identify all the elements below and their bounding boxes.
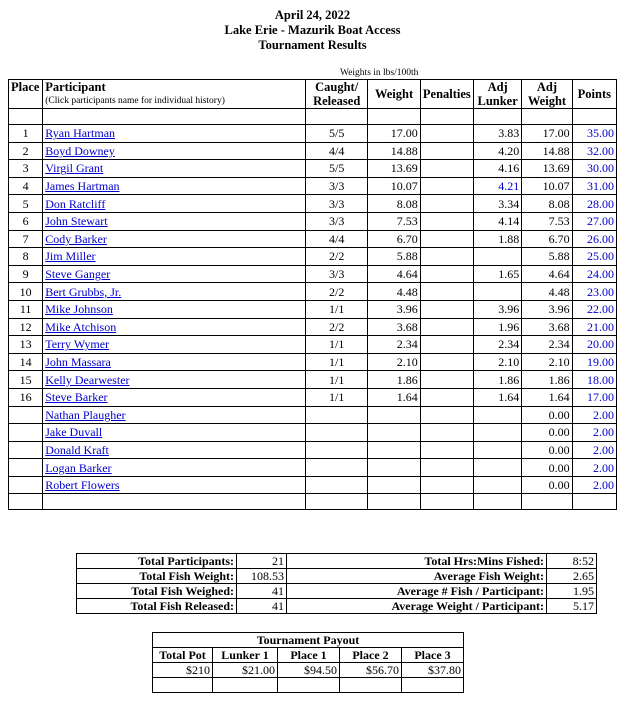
table-row — [9, 248, 617, 266]
payout-title-row — [153, 633, 464, 648]
summary-label: Average Weight / Participant: — [287, 599, 547, 614]
participant-link[interactable]: Terry Wymer — [45, 337, 110, 352]
weight-cell: 10.07 — [368, 177, 420, 195]
results-body — [9, 109, 617, 510]
spacer-cell — [9, 494, 43, 510]
table-row — [9, 476, 617, 494]
table-row — [9, 441, 617, 459]
weight-cell: 4.64 — [368, 265, 420, 283]
weight-cell: 17.00 — [368, 125, 420, 143]
points-cell: 30.00 — [572, 160, 616, 178]
weight-cell — [368, 459, 420, 477]
place-cell: 10 — [9, 283, 43, 301]
penalties-cell — [420, 424, 473, 442]
payout-header: Lunker 1 — [213, 648, 278, 663]
payout-empty-cell — [340, 678, 402, 693]
penalties-cell — [420, 459, 473, 477]
participant-cell — [43, 160, 306, 178]
summary-label: Total Hrs:Mins Fished: — [287, 554, 547, 569]
points-cell: 25.00 — [572, 248, 616, 266]
adj-weight-cell: 0.00 — [522, 441, 572, 459]
points-cell: 2.00 — [572, 406, 616, 424]
place-cell — [9, 459, 43, 477]
payout-empty-cell — [402, 678, 464, 693]
adj-weight-cell: 2.10 — [522, 353, 572, 371]
col-adj-lunker-top: Adj — [487, 80, 508, 94]
penalties-cell — [420, 441, 473, 459]
participant-link[interactable]: Logan Barker — [45, 460, 112, 475]
participant-link[interactable]: James Hartman — [45, 179, 120, 194]
participant-link[interactable]: Steve Ganger — [45, 267, 111, 282]
points-cell: 2.00 — [572, 424, 616, 442]
col-weight: Weight — [368, 80, 420, 109]
adj-weight-cell: 8.08 — [522, 195, 572, 213]
caught-released-cell: 5/5 — [305, 160, 367, 178]
place-cell: 13 — [9, 336, 43, 354]
col-participant — [43, 80, 306, 109]
table-row — [9, 142, 617, 160]
participant-link[interactable]: John Stewart — [45, 214, 108, 229]
summary-value: 8:52 — [547, 554, 597, 569]
weight-cell: 8.08 — [368, 195, 420, 213]
participant-link[interactable]: Don Ratcliff — [45, 196, 106, 211]
penalties-cell — [420, 300, 473, 318]
adj-lunker-cell: 1.96 — [473, 318, 521, 336]
weight-cell: 3.68 — [368, 318, 420, 336]
spacer-cell — [420, 494, 473, 510]
place-cell: 2 — [9, 142, 43, 160]
caught-released-cell: 3/3 — [305, 195, 367, 213]
spacer-cell — [522, 494, 572, 510]
penalties-cell — [420, 177, 473, 195]
points-cell: 31.00 — [572, 177, 616, 195]
place-cell: 5 — [9, 195, 43, 213]
adj-weight-cell: 4.48 — [522, 283, 572, 301]
weight-cell: 3.96 — [368, 300, 420, 318]
participant-cell — [43, 142, 306, 160]
table-row — [9, 125, 617, 143]
caught-released-cell: 1/1 — [305, 388, 367, 406]
place-cell: 8 — [9, 248, 43, 266]
place-cell: 7 — [9, 230, 43, 248]
summary-value: 2.65 — [547, 569, 597, 584]
table-row — [9, 459, 617, 477]
participant-cell — [43, 230, 306, 248]
participant-link[interactable]: Donald Kraft — [45, 442, 109, 457]
participant-cell — [43, 212, 306, 230]
participant-link[interactable]: Boyd Downey — [45, 143, 115, 158]
payout-value: $37.80 — [402, 663, 464, 678]
adj-lunker-cell: 1.64 — [473, 388, 521, 406]
penalties-cell — [420, 476, 473, 494]
adj-weight-cell: 14.88 — [522, 142, 572, 160]
participant-cell — [43, 441, 306, 459]
col-place: Place — [9, 80, 43, 109]
weights-note: Weights in lbs/100th — [340, 68, 419, 78]
summary-label: Total Fish Released: — [77, 599, 237, 614]
penalties-cell — [420, 195, 473, 213]
points-cell: 2.00 — [572, 476, 616, 494]
spacer-row — [9, 109, 617, 125]
table-row — [9, 388, 617, 406]
spacer-cell — [368, 494, 420, 510]
place-cell: 15 — [9, 371, 43, 389]
table-row — [9, 195, 617, 213]
table-row — [9, 230, 617, 248]
caught-released-cell: 1/1 — [305, 336, 367, 354]
participant-link[interactable]: Mike Atchison — [45, 319, 117, 334]
adj-weight-cell: 7.53 — [522, 212, 572, 230]
summary-value: 5.17 — [547, 599, 597, 614]
adj-weight-cell: 5.88 — [522, 248, 572, 266]
col-adj-weight-top: Adj — [536, 80, 558, 94]
points-cell: 19.00 — [572, 353, 616, 371]
table-row — [9, 318, 617, 336]
adj-weight-cell: 0.00 — [522, 424, 572, 442]
caught-released-cell: 1/1 — [305, 353, 367, 371]
participant-link[interactable]: Virgil Grant — [45, 161, 104, 176]
penalties-cell — [420, 230, 473, 248]
page-header — [0, 8, 625, 53]
adj-weight-cell: 3.96 — [522, 300, 572, 318]
points-cell: 23.00 — [572, 283, 616, 301]
table-row — [9, 424, 617, 442]
spacer-cell — [572, 494, 616, 510]
summary-row — [77, 599, 597, 614]
participant-cell — [43, 388, 306, 406]
col-released-label: Released — [313, 94, 361, 108]
table-row — [9, 177, 617, 195]
penalties-cell — [420, 318, 473, 336]
adj-lunker-cell: 1.88 — [473, 230, 521, 248]
payout-header-row — [153, 648, 464, 663]
adj-weight-cell: 0.00 — [522, 459, 572, 477]
points-cell: 22.00 — [572, 300, 616, 318]
table-row — [9, 283, 617, 301]
summary-value: 108.53 — [237, 569, 287, 584]
adj-lunker-cell: 4.20 — [473, 142, 521, 160]
results-table — [8, 79, 617, 510]
caught-released-cell: 2/2 — [305, 248, 367, 266]
place-cell: 6 — [9, 212, 43, 230]
col-caught-label: Caught/ — [315, 80, 359, 94]
adj-lunker-cell — [473, 424, 521, 442]
place-cell: 4 — [9, 177, 43, 195]
payout-value: $21.00 — [213, 663, 278, 678]
adj-lunker-cell — [473, 476, 521, 494]
participant-cell — [43, 125, 306, 143]
spacer-cell — [368, 109, 420, 125]
participant-link[interactable]: Nathan Plaugher — [45, 407, 126, 422]
points-cell: 24.00 — [572, 265, 616, 283]
payout-table — [152, 632, 464, 693]
penalties-cell — [420, 283, 473, 301]
payout-empty-cell — [153, 678, 213, 693]
weight-cell: 14.88 — [368, 142, 420, 160]
spacer-cell — [473, 109, 521, 125]
adj-lunker-cell: 2.10 — [473, 353, 521, 371]
points-cell: 2.00 — [572, 459, 616, 477]
participant-link[interactable]: Steve Barker — [45, 390, 108, 405]
caught-released-cell — [305, 441, 367, 459]
weight-cell: 2.34 — [368, 336, 420, 354]
caught-released-cell — [305, 424, 367, 442]
points-cell: 18.00 — [572, 371, 616, 389]
adj-weight-cell: 2.34 — [522, 336, 572, 354]
summary-label: Average Fish Weight: — [287, 569, 547, 584]
table-row — [9, 406, 617, 424]
participant-cell — [43, 424, 306, 442]
adj-lunker-cell — [473, 406, 521, 424]
participant-cell — [43, 177, 306, 195]
points-cell: 28.00 — [572, 195, 616, 213]
adj-lunker-cell: 4.14 — [473, 212, 521, 230]
adj-lunker-cell — [473, 283, 521, 301]
summary-row — [77, 584, 597, 599]
points-cell: 2.00 — [572, 441, 616, 459]
place-cell: 16 — [9, 388, 43, 406]
col-adj-weight-bottom: Weight — [527, 94, 567, 108]
table-row — [9, 336, 617, 354]
summary-label: Average # Fish / Participant: — [287, 584, 547, 599]
participant-link[interactable]: Kelly Dearwester — [45, 372, 130, 387]
page-title: Tournament Results — [258, 38, 367, 52]
adj-weight-cell: 0.00 — [522, 406, 572, 424]
spacer-cell — [572, 109, 616, 125]
adj-weight-cell: 17.00 — [522, 125, 572, 143]
participant-cell — [43, 318, 306, 336]
points-cell: 26.00 — [572, 230, 616, 248]
adj-lunker-cell — [473, 248, 521, 266]
col-participant-label: Participant — [45, 80, 106, 94]
col-penalties: Penalties — [420, 80, 473, 109]
adj-weight-cell: 4.64 — [522, 265, 572, 283]
table-row — [9, 265, 617, 283]
summary-label: Total Fish Weighed: — [77, 584, 237, 599]
table-row — [9, 300, 617, 318]
participant-link[interactable]: Ryan Hartman — [45, 126, 116, 141]
payout-header: Place 3 — [402, 648, 464, 663]
caught-released-cell — [305, 406, 367, 424]
summary-table — [76, 553, 597, 614]
payout-header: Place 1 — [278, 648, 340, 663]
participant-cell — [43, 265, 306, 283]
table-row — [9, 371, 617, 389]
place-cell — [9, 406, 43, 424]
penalties-cell — [420, 371, 473, 389]
spacer-cell — [473, 494, 521, 510]
place-cell: 3 — [9, 160, 43, 178]
penalties-cell — [420, 406, 473, 424]
payout-title: Tournament Payout — [153, 633, 464, 648]
spacer-cell — [305, 494, 367, 510]
points-cell: 20.00 — [572, 336, 616, 354]
caught-released-cell: 2/2 — [305, 283, 367, 301]
weight-cell: 7.53 — [368, 212, 420, 230]
spacer-cell — [43, 109, 306, 125]
place-cell: 11 — [9, 300, 43, 318]
participant-link[interactable]: Jim Miller — [45, 249, 96, 264]
summary-label: Total Participants: — [77, 554, 237, 569]
adj-weight-cell: 13.69 — [522, 160, 572, 178]
participant-cell — [43, 248, 306, 266]
summary-row — [77, 569, 597, 584]
col-adj-lunker-bottom: Lunker — [477, 94, 518, 108]
participant-link[interactable]: Bert Grubbs, Jr. — [45, 284, 122, 299]
caught-released-cell: 3/3 — [305, 177, 367, 195]
spacer-cell — [305, 109, 367, 125]
results-header-row — [9, 80, 617, 109]
weight-cell: 2.10 — [368, 353, 420, 371]
payout-empty-row — [153, 678, 464, 693]
caught-released-cell — [305, 476, 367, 494]
participant-link[interactable]: Mike Johnson — [45, 302, 113, 317]
adj-lunker-cell: 4.16 — [473, 160, 521, 178]
payout-value: $94.50 — [278, 663, 340, 678]
event-date: April 24, 2022 — [274, 8, 351, 22]
caught-released-cell: 3/3 — [305, 265, 367, 283]
place-cell: 9 — [9, 265, 43, 283]
penalties-cell — [420, 265, 473, 283]
weight-cell — [368, 441, 420, 459]
points-cell: 17.00 — [572, 388, 616, 406]
place-cell — [9, 424, 43, 442]
adj-lunker-cell: 1.65 — [473, 265, 521, 283]
table-row — [9, 160, 617, 178]
caught-released-cell: 2/2 — [305, 318, 367, 336]
participant-link[interactable]: John Massara — [45, 355, 111, 370]
penalties-cell — [420, 125, 473, 143]
spacer-cell — [43, 494, 306, 510]
weight-cell — [368, 424, 420, 442]
participant-cell — [43, 459, 306, 477]
summary-value: 41 — [237, 599, 287, 614]
summary-row — [77, 554, 597, 569]
weight-cell: 4.48 — [368, 283, 420, 301]
payout-empty-cell — [278, 678, 340, 693]
payout-value: $210 — [153, 663, 213, 678]
penalties-cell — [420, 142, 473, 160]
adj-lunker-cell: 1.86 — [473, 371, 521, 389]
col-adj-weight — [522, 80, 572, 109]
weight-cell: 6.70 — [368, 230, 420, 248]
participant-link[interactable]: Jake Duvall — [45, 425, 103, 440]
weight-cell — [368, 406, 420, 424]
payout-value-row — [153, 663, 464, 678]
col-caught-released — [305, 80, 367, 109]
summary-body — [77, 554, 597, 614]
adj-weight-cell: 6.70 — [522, 230, 572, 248]
participant-cell — [43, 476, 306, 494]
points-cell: 35.00 — [572, 125, 616, 143]
adj-lunker-cell — [473, 459, 521, 477]
adj-lunker-cell: 2.34 — [473, 336, 521, 354]
caught-released-cell: 4/4 — [305, 142, 367, 160]
summary-value: 21 — [237, 554, 287, 569]
table-row — [9, 212, 617, 230]
payout-empty-cell — [213, 678, 278, 693]
participant-cell — [43, 283, 306, 301]
weight-cell: 1.64 — [368, 388, 420, 406]
summary-label: Total Fish Weight: — [77, 569, 237, 584]
adj-lunker-cell — [473, 441, 521, 459]
summary-value: 41 — [237, 584, 287, 599]
spacer-cell — [9, 109, 43, 125]
adj-weight-cell: 10.07 — [522, 177, 572, 195]
place-cell — [9, 441, 43, 459]
adj-lunker-cell: 3.34 — [473, 195, 521, 213]
participant-cell — [43, 336, 306, 354]
payout-header: Place 2 — [340, 648, 402, 663]
col-participant-hint: (Click participants name for individual history) — [45, 96, 225, 106]
participant-cell — [43, 406, 306, 424]
table-row — [9, 353, 617, 371]
caught-released-cell: 4/4 — [305, 230, 367, 248]
spacer-row — [9, 494, 617, 510]
col-adj-lunker — [473, 80, 521, 109]
adj-weight-cell: 1.86 — [522, 371, 572, 389]
payout-value: $56.70 — [340, 663, 402, 678]
payout-header: Total Pot — [153, 648, 213, 663]
penalties-cell — [420, 336, 473, 354]
points-cell: 21.00 — [572, 318, 616, 336]
penalties-cell — [420, 212, 473, 230]
spacer-cell — [420, 109, 473, 125]
caught-released-cell: 5/5 — [305, 125, 367, 143]
participant-cell — [43, 300, 306, 318]
weight-cell: 13.69 — [368, 160, 420, 178]
adj-weight-cell: 1.64 — [522, 388, 572, 406]
participant-cell — [43, 371, 306, 389]
penalties-cell — [420, 353, 473, 371]
caught-released-cell — [305, 459, 367, 477]
place-cell: 12 — [9, 318, 43, 336]
adj-lunker-cell: 4.21 — [473, 177, 521, 195]
summary-value: 1.95 — [547, 584, 597, 599]
caught-released-cell: 1/1 — [305, 371, 367, 389]
participant-cell — [43, 195, 306, 213]
place-cell: 1 — [9, 125, 43, 143]
penalties-cell — [420, 160, 473, 178]
weight-cell: 5.88 — [368, 248, 420, 266]
place-cell: 14 — [9, 353, 43, 371]
penalties-cell — [420, 248, 473, 266]
place-cell — [9, 476, 43, 494]
participant-link[interactable]: Robert Flowers — [45, 478, 120, 493]
points-cell: 27.00 — [572, 212, 616, 230]
col-points: Points — [572, 80, 616, 109]
weight-cell — [368, 476, 420, 494]
caught-released-cell: 3/3 — [305, 212, 367, 230]
participant-cell — [43, 353, 306, 371]
spacer-cell — [522, 109, 572, 125]
participant-link[interactable]: Cody Barker — [45, 231, 107, 246]
caught-released-cell: 1/1 — [305, 300, 367, 318]
adj-weight-cell: 3.68 — [522, 318, 572, 336]
event-location: Lake Erie - Mazurik Boat Access — [224, 23, 401, 37]
penalties-cell — [420, 388, 473, 406]
adj-lunker-cell: 3.83 — [473, 125, 521, 143]
adj-lunker-cell: 3.96 — [473, 300, 521, 318]
weight-cell: 1.86 — [368, 371, 420, 389]
points-cell: 32.00 — [572, 142, 616, 160]
adj-weight-cell: 0.00 — [522, 476, 572, 494]
